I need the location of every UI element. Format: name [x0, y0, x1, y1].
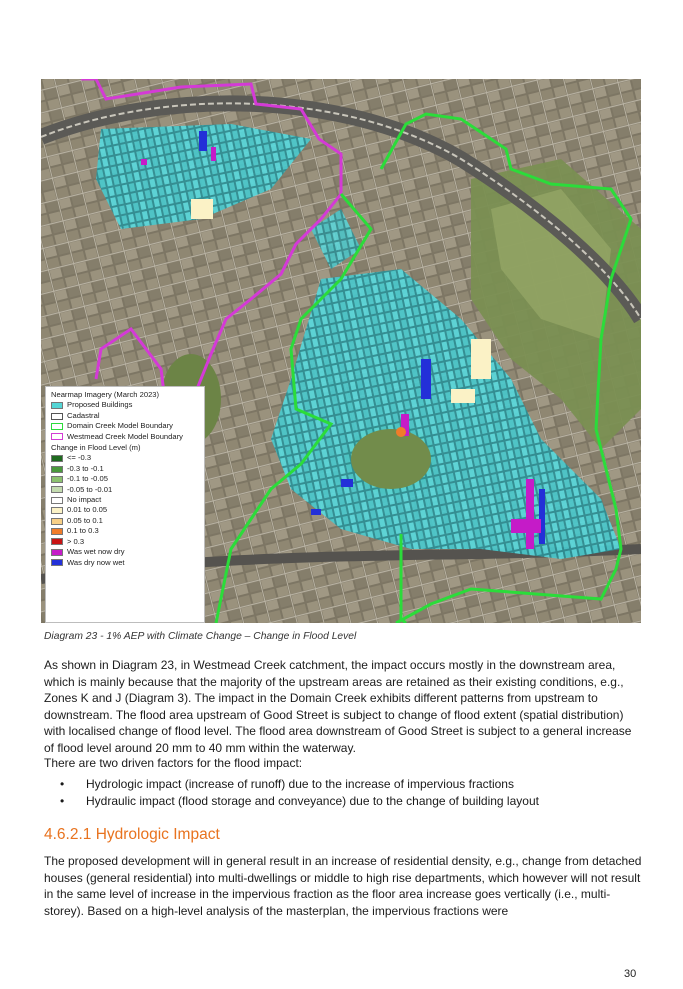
legend-swatch	[51, 497, 63, 504]
legend-label: Domain Creek Model Boundary	[67, 421, 173, 431]
legend-layers	[51, 400, 199, 442]
legend-swatch	[51, 476, 63, 483]
legend-label: -0.05 to -0.01	[67, 484, 113, 494]
legend-item	[51, 526, 199, 536]
legend-swatch	[51, 507, 63, 514]
legend-item	[51, 505, 199, 515]
legend-label: No impact	[67, 495, 102, 505]
factor-list	[60, 776, 640, 810]
legend-item	[51, 537, 199, 547]
legend-item	[51, 547, 199, 557]
legend-swatch	[51, 433, 63, 440]
legend-label: <= -0.3	[67, 453, 92, 463]
legend-label: Westmead Creek Model Boundary	[67, 431, 183, 441]
legend-title: Nearmap Imagery (March 2023)	[51, 390, 160, 399]
legend-item	[51, 558, 199, 568]
legend-item	[51, 400, 199, 410]
legend-swatch	[51, 528, 63, 535]
legend-label: Was dry now wet	[67, 557, 125, 567]
legend-label: Cadastral	[67, 410, 100, 420]
paragraph-hydrologic: The proposed development will in general result in an increase of residential density, e.g., change from detached houses (general residential) into multi-dwellings or middle to high rise departments, which however will not result in the same level of increase in the impervious fraction as the floor area increase goes vertically (i.e., multi-storey). Based on a high-level analysis of the masterplan, the impervious fractions were	[44, 854, 642, 918]
bullet-icon: •	[60, 777, 65, 791]
legend-label: 0.1 to 0.3	[67, 526, 99, 536]
legend-swatch	[51, 455, 63, 462]
page-number: 30	[624, 968, 637, 980]
paragraph-impact: As shown in Diagram 23, in Westmead Creek catchment, the impact occurs mostly in the downstream area, which is mainly because that the majority of the upstream areas are retained as their existing conditions, e.g., Zones K and J (Diagram 3). The impact in the Domain Creek exhibits different patterns from upstream to downstream. The flood area upstream of Good Street is subject to change of flood extent (spatial distribution) with localised change of flood level. The flood area downstream of Good Street is subject to a general increase of flood level around 20 mm to 40 mm within the waterway.	[44, 658, 632, 755]
legend-change-title: Change in Flood Level (m)	[51, 443, 141, 453]
legend-label: Proposed Buildings	[67, 400, 133, 410]
legend-swatch	[51, 518, 63, 525]
list-item: • Hydraulic impact (flood storage and conveyance) due to the change of building layout	[60, 794, 539, 808]
legend-label: > 0.3	[67, 536, 85, 546]
paragraph-factors: There are two driven factors for the flood impact:	[44, 756, 303, 770]
legend-swatch	[51, 538, 63, 545]
map-legend	[45, 386, 205, 623]
legend-swatch	[51, 549, 63, 556]
section-heading: 4.6.2.1 Hydrologic Impact	[44, 826, 220, 843]
list-item: • Hydrologic impact (increase of runoff) due to the increase of impervious fractions	[60, 777, 514, 791]
legend-item	[51, 464, 199, 474]
legend-label: Was wet now dry	[67, 547, 125, 557]
legend-swatch	[51, 423, 63, 430]
legend-label: -0.1 to -0.05	[67, 474, 108, 484]
legend-item	[51, 485, 199, 495]
legend-swatch	[51, 466, 63, 473]
legend-swatch	[51, 486, 63, 493]
bullet-icon: •	[60, 794, 65, 808]
legend-swatch	[51, 559, 63, 566]
legend-classes	[51, 453, 199, 567]
legend-item	[51, 495, 199, 505]
legend-label: -0.3 to -0.1	[67, 463, 104, 473]
legend-swatch	[51, 402, 63, 409]
legend-item	[51, 474, 199, 484]
legend-item	[51, 421, 199, 431]
legend-item	[51, 432, 199, 442]
legend-label: 0.01 to 0.05	[67, 505, 108, 515]
legend-swatch	[51, 413, 63, 420]
figure-caption: Diagram 23 - 1% AEP with Climate Change – Change in Flood Level	[44, 631, 357, 642]
legend-item	[51, 453, 199, 463]
legend-label: 0.05 to 0.1	[67, 515, 103, 525]
legend-item	[51, 411, 199, 421]
legend-item	[51, 516, 199, 526]
